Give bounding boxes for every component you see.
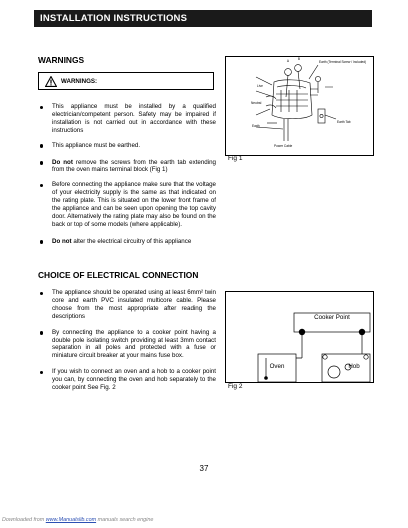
warning-item: This appliance must be earthed. [38,142,216,150]
connection-item: By connecting the appliance to a cooker point having a double pole isolating switch providing at least 3mm contact separation in all poles and protected with a fuse or miniature circuit breaker at your mains fuse box. [38,329,216,361]
warning-item: Do not alter the electrical circuitry of this appliance [38,238,216,246]
callout-power-cable: Power Cable [274,144,293,148]
connection-item: The appliance should be operated using at least 6mm² twin core and earth PVC insulated multicore cable. Please choose from the most appropriate after reading the descriptions [38,289,216,321]
warnings-box [38,72,214,90]
callout-earth-tab: Earth Tab [337,120,351,124]
cooker-point-terminal-right [359,329,365,335]
cooker-point-label: Cooker Point [314,314,350,321]
fig1-diagram [225,56,374,156]
warning-item: Before connecting the appliance make sure that the voltage of your electricity supply is the same as that indicated on the rating plate. This is situated on the lower front frame of the appliance and can be seen upon opening the top cavity door. Alternatively the rating plate may also be found on the back or top of some models (where applicable). [38,181,216,228]
download-footer [2,517,153,523]
callout-live: Live [257,84,263,88]
callout-neutral: Neutral [251,101,262,105]
manualslib-link[interactable]: www.Manualslib.com [45,517,97,523]
hob-label: Hob [348,363,360,370]
oven-label: Oven [269,363,285,370]
warning-item: Do not remove the screws from the earth tab extending from the oven mains terminal block (Fig 1) [38,159,216,175]
terminal-block-illustration [226,57,373,155]
callout-earth-terminal: Earth (Terminal Screw / Included) [319,60,367,64]
page-number: 37 [199,464,209,473]
footer-suffix: manuals search engine [96,517,154,523]
warnings-title: WARNINGS [38,55,85,65]
warnings-box-label: WARNINGS: [61,78,98,85]
callout-a: A [286,59,290,63]
fig2-label: Fig 2 [228,383,243,390]
callout-b: B [297,57,301,61]
page-header: INSTALLATION INSTRUCTIONS [34,10,372,27]
warning-triangle-icon [45,76,57,87]
warnings-list [38,103,216,253]
connection-item: If you wish to connect an oven and a hob to a cooker point you can, by connecting the oven and hob separately to the cooker point See Fig. 2 [38,368,216,392]
fig1-label: Fig 1 [228,155,243,162]
warning-item: This appliance must be installed by a qualified electrician/competent person. Safety may be impaired if installation is not carried out in accordance with these instructions [38,103,216,135]
callout-earth: Earth [252,124,260,128]
connection-title: CHOICE OF ELECTRICAL CONNECTION [38,270,199,280]
connection-list [38,289,216,399]
footer-prefix: Downloaded from [2,517,46,523]
cooker-point-terminal-left [299,329,305,335]
fig2-diagram [225,291,374,383]
